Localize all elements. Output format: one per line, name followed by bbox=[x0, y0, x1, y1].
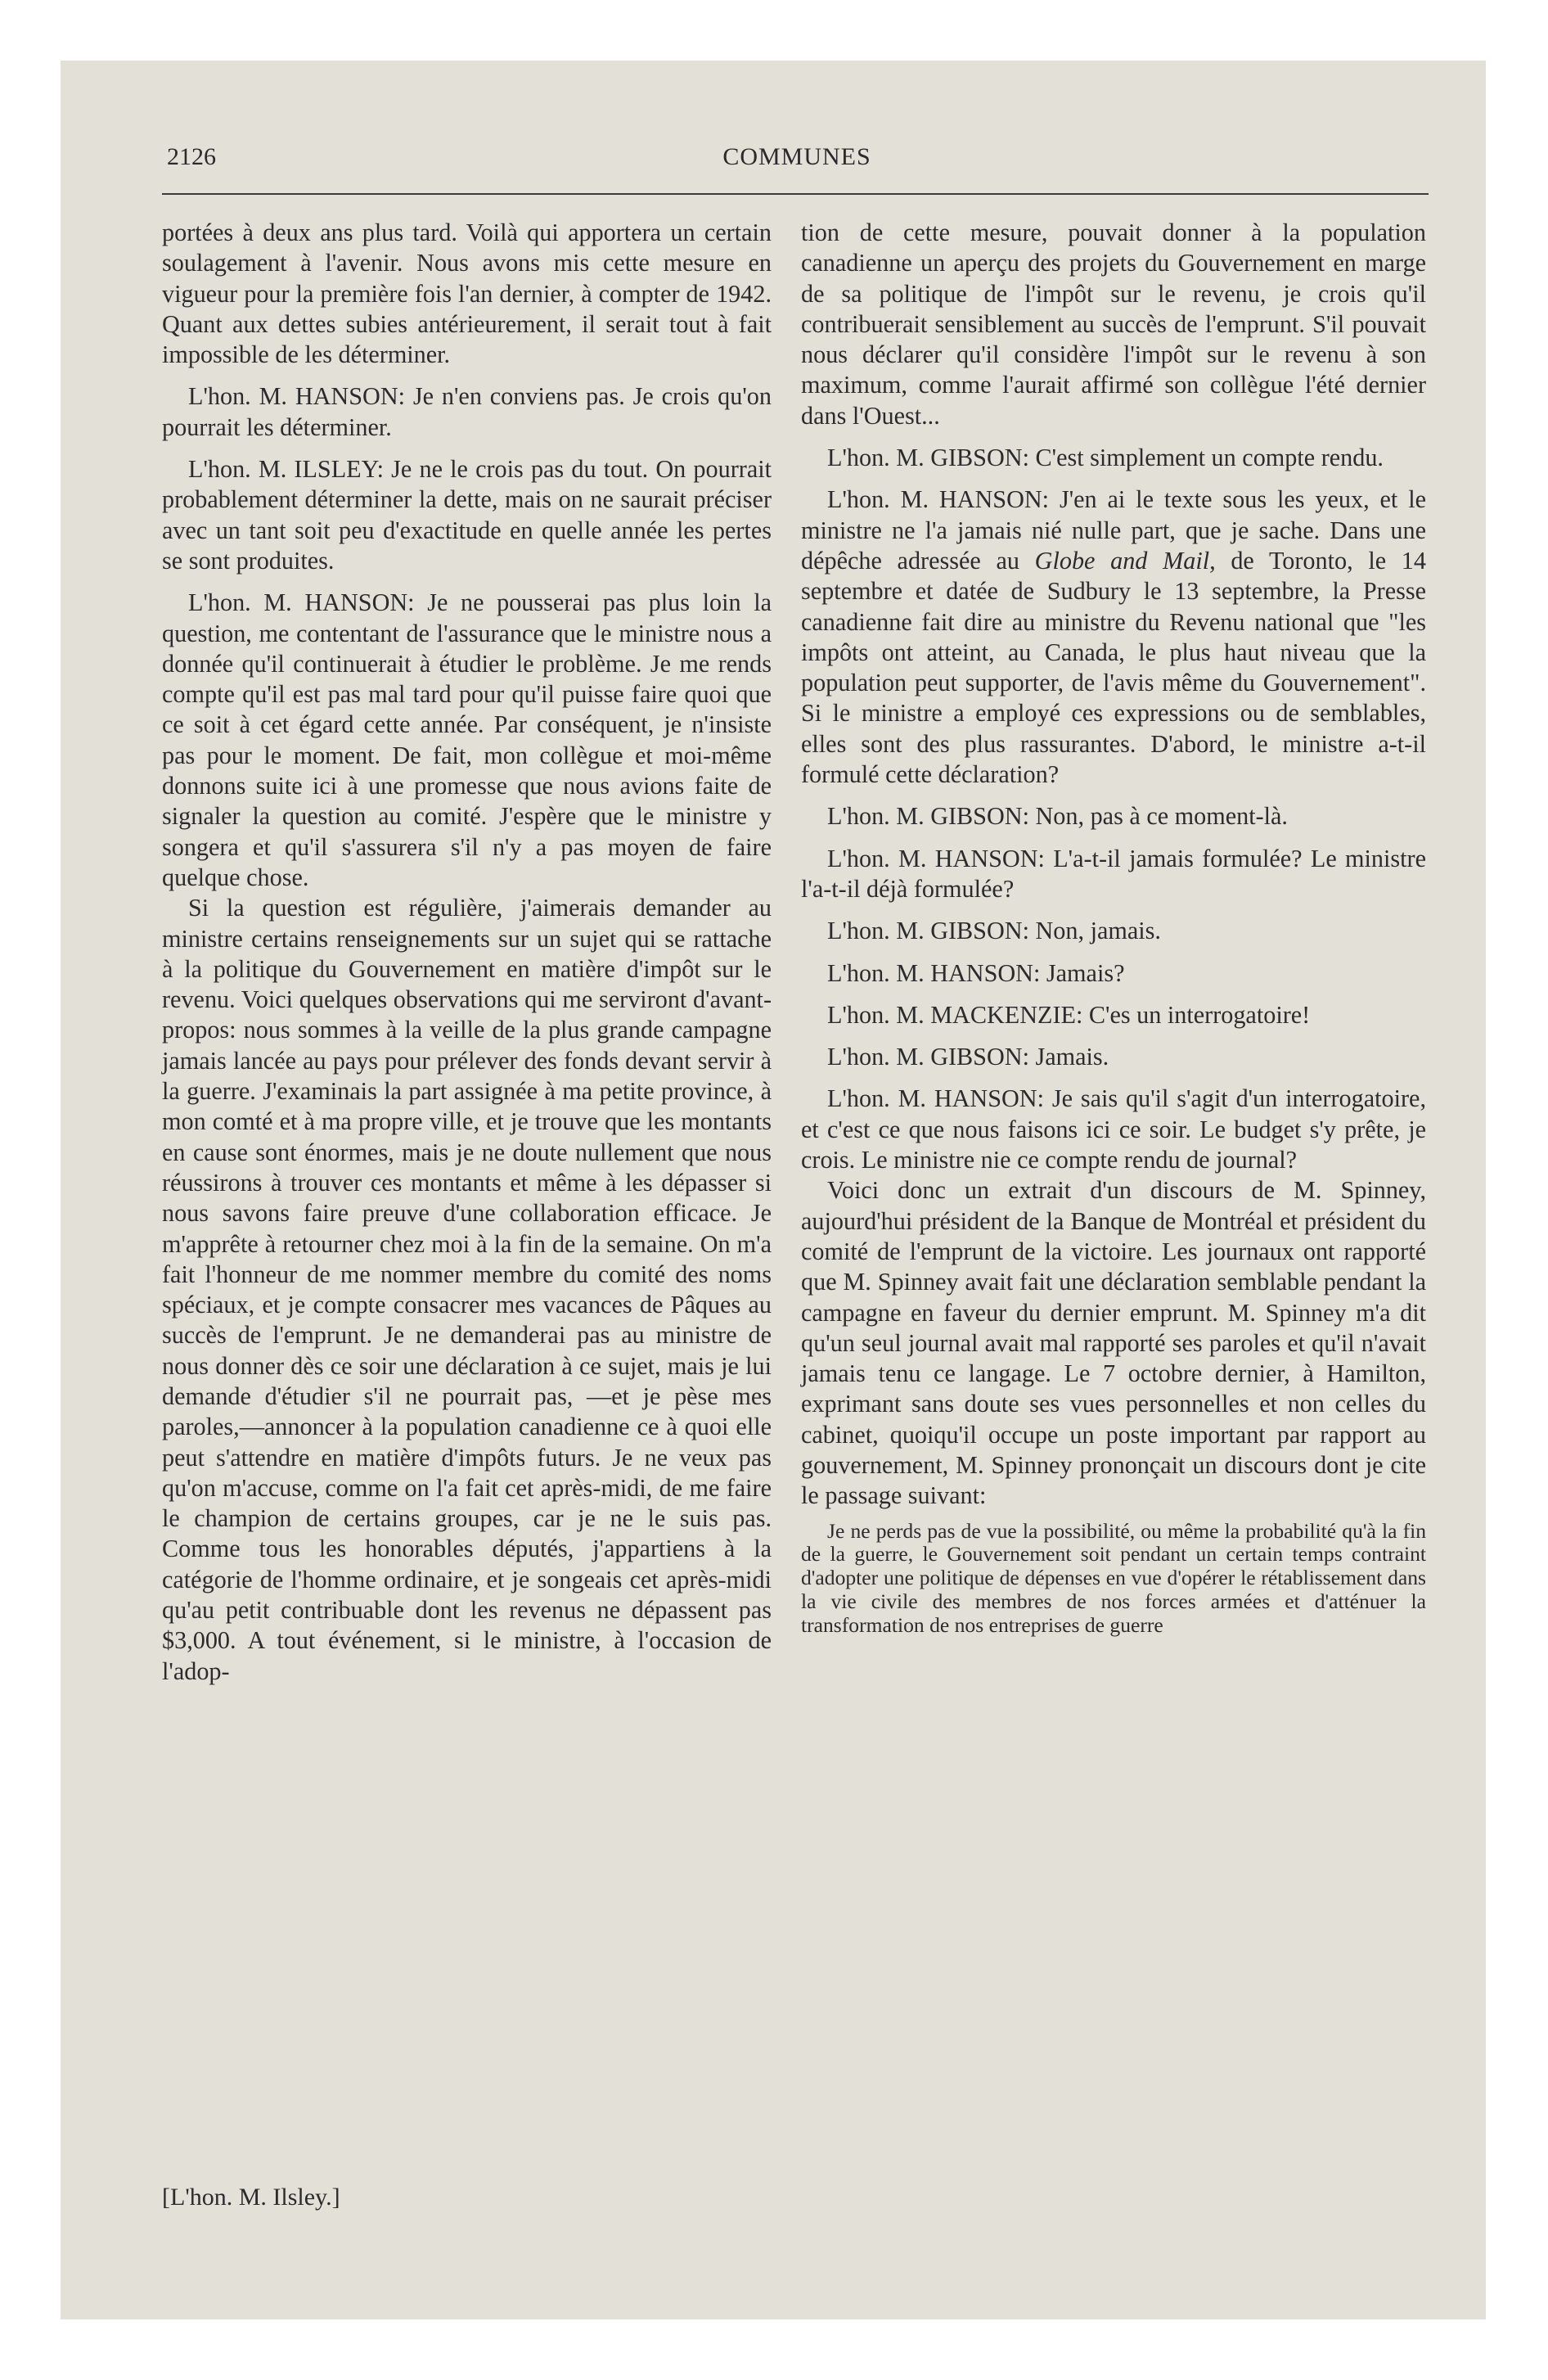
paragraph: L'hon. M. HANSON: Je ne pousserai pas plus loin la question, me contentant de l'assurance que le ministre nous a donnée qu'il continuerait à étudier le problème. Je me rends compte qu'il est pas mal tard pour qu'il puisse faire quoi que ce soit à cet égard cette année. Par conséquent, je n'insiste pas pour le moment. De fait, mon collègue et moi-même donnons suite ici à une promesse que nous avions faite de signaler la question au comité. J'espère que le ministre y songera et qu'il s'assurera s'il n'y a pas moyen de faire quelque chose. bbox=[162, 588, 772, 891]
paragraph: L'hon. M. MACKENZIE: C'es un interrogatoire! bbox=[827, 1000, 1311, 1029]
paragraph: portées à deux ans plus tard. Voilà qui apportera un certain soulagement à l'avenir. Nous avons mis cette mesure en vigueur pour la première fois l'an dernier, à compter de 1942. Quant aux dettes subies antérieurement, il serait tout à fait impossible de les déterminer. bbox=[162, 219, 772, 369]
paragraph: L'hon. M. GIBSON: Jamais. bbox=[827, 1043, 1109, 1071]
paragraph: L'hon. M. HANSON: Jamais? bbox=[827, 958, 1125, 987]
paragraph: L'hon. M. ILSLEY: Je ne le crois pas du tout. On pourrait probablement déterminer la dette, mais on ne saurait préciser avec un tant soit peu d'exactitude en quelle année les pertes se sont produites. bbox=[162, 455, 772, 575]
page-number: 2126 bbox=[167, 143, 216, 170]
speaker-attribution: [L'hon. M. Ilsley.] bbox=[162, 2184, 340, 2211]
paragraph: L'hon. M. GIBSON: C'est simplement un compte rendu. bbox=[827, 444, 1384, 472]
paragraph-text: L'hon. M. HANSON: J'en ai le texte sous les yeux, et le ministre ne l'a jamais nié nulle part, que je sache. Dans une dépêche adressée au bbox=[801, 485, 1426, 575]
paragraph: Voici donc un extrait d'un discours de M. Spinney, aujourd'hui président de la Banque de Montréal et président du comité de l'emprunt de la victoire. Les journaux ont rapporté que M. Spinney avait fait une déclaration semblable pendant la campagne en faveur du dernier emprunt. M. Spinney m'a dit qu'un seul journal avait mal rapporté ses paroles et qu'il n'avait jamais tenu ce langage. Le 7 octobre dernier, à Hamilton, exprimant sans doute ses vues personnelles et non celles du cabinet, quoiqu'il occupe un poste important par rapport au gouvernement, M. Spinney prononçait un discours dont je cite le passage suivant: bbox=[801, 1176, 1426, 1510]
left-column bbox=[162, 218, 772, 1698]
paragraph-text: de Toronto, le 14 septembre et datée de Sudbury le 13 septembre, la Presse canadienne fait dire au ministre du Revenu national que "les impôts ont atteint, au Canada, le plus haut niveau que la population peut supporter, de l'avis même du Gouvernement". Si le ministre a employé ces expressions ou de semblables, elles sont des plus rassurantes. D'abord, le ministre a-t-il formulé cette déclaration? bbox=[801, 546, 1426, 789]
paragraph: Si la question est régulière, j'aimerais demander au ministre certains renseignements sur un sujet qui se rattache à la politique du Gouvernement en matière d'impôt sur le revenu. Voici quelques observations qui me serviront d'avant-propos: nous sommes à la veille de la plus grande campagne jamais lancée au pays pour prélever des fonds devant servir à la guerre. J'examinais la part assignée à ma petite province, à mon comté et à ma propre ville, et je trouve que les montants en cause sont énormes, mais je ne doute nullement que nous réussirons à trouver ces montants et même à les dépasser si nous savons faire preuve d'une collaboration efficace. Je m'apprête à retourner chez moi à la fin de la semaine. On m'a fait l'honneur de me nommer membre du comité des noms spéciaux, et je compte consacrer mes vacances de Pâques au succès de l'emprunt. Je ne demanderai pas au ministre de nous donner dès ce soir une déclaration à ce sujet, mais je lui demande d'étudier s'il ne pourrait pas, —et je pèse mes paroles,—annoncer à la population canadienne ce à quoi elle peut s'attendre en matière d'impôts futurs. Je ne veux pas qu'on m'accuse, comme on l'a fait cet après-midi, de me faire le champion de certains groupes, car je ne le suis pas. Comme tous les honorables députés, j'appartiens à la catégorie de l'homme ordinaire, et je songeais cet après-midi qu'au petit contribuable dont les revenus ne dépassent pas $3,000. A tout événement, si le ministre, à l'occasion de l'adop- bbox=[162, 894, 772, 1685]
page-title: COMMUNES bbox=[722, 143, 871, 170]
paragraph: L'hon. M. GIBSON: Non, pas à ce moment-là. bbox=[827, 802, 1288, 831]
block-quote: Je ne perds pas de vue la possibilité, ou même la probabilité qu'à la fin de la guerre, le Gouvernement soit pendant un certain temps contraint d'adopter une politique de dépenses en vue d'opérer le rétablissement dans la vie civile des membres de nos forces armées et d'atténuer la transformation de nos entreprises de guerre bbox=[801, 1518, 1426, 1637]
paragraph: L'hon. M. HANSON: L'a-t-il jamais formulée? Le ministre l'a-t-il déjà formulée? bbox=[801, 844, 1426, 903]
running-head bbox=[167, 143, 1427, 179]
paragraph bbox=[801, 485, 1426, 790]
newspaper-title: Globe and Mail, bbox=[1034, 546, 1216, 575]
right-column bbox=[801, 218, 1426, 1638]
paragraph: tion de cette mesure, pouvait donner à la population canadienne un aperçu des projets du Gouvernement en marge de sa politique de l'impôt sur le revenu, je crois qu'il contribuerait sensiblement au succès de l'emprunt. S'il pouvait nous déclarer qu'il considère l'impôt sur le revenu à son maximum, comme l'aurait affirmé son collègue l'été dernier dans l'Ouest... bbox=[801, 219, 1426, 430]
paragraph: L'hon. M. HANSON: Je sais qu'il s'agit d'un interrogatoire, et c'est ce que nous faisons ici ce soir. Le budget s'y prête, je crois. Le ministre nie ce compte rendu de journal? bbox=[801, 1084, 1426, 1174]
paragraph: L'hon. M. GIBSON: Non, jamais. bbox=[827, 917, 1161, 945]
header-rule bbox=[162, 193, 1429, 195]
paragraph: L'hon. M. HANSON: Je n'en conviens pas. Je crois qu'on pourrait les déterminer. bbox=[162, 382, 772, 441]
